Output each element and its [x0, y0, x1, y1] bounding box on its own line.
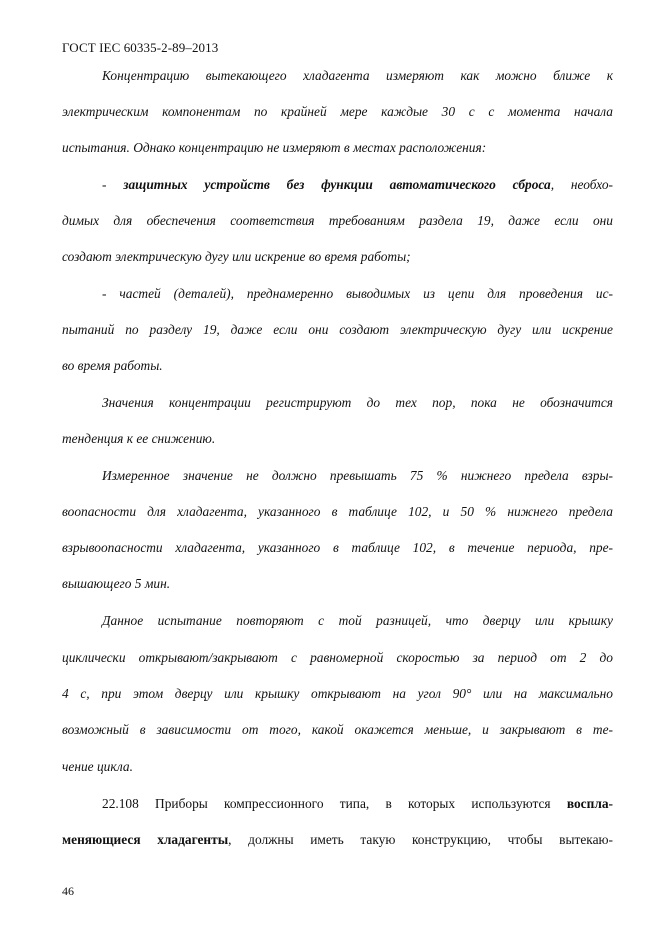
text-line: взрывоопасности хладагента, указанного в таблице 102, в течение периода, пре-: [62, 540, 613, 555]
text-line: димых для обеспечения соответствия требованиям раздела 19, даже если они: [62, 213, 613, 228]
text-line: циклически открывают/закрывают с равномерной скоростью за период от 2 до: [62, 650, 613, 665]
bold-term: защитных устройств без функции автоматического сброса: [123, 177, 551, 192]
bold-term: меняющиеся хладагенты: [62, 832, 229, 847]
text-line: создают электрическую дугу или искрение во время работы;: [62, 249, 411, 264]
text-line: электрическим компонентам по крайней мере каждые 30 с с момента начала: [62, 104, 613, 119]
text-line-mixed: [62, 832, 613, 848]
text-line-mixed: [102, 796, 613, 812]
text-line: Данное испытание повторяют с той разницей, что дверцу или крышку: [102, 613, 613, 628]
text-line: Концентрацию вытекающего хладагента измеряют как можно ближе к: [102, 68, 613, 83]
text-run: 22.108 Приборы компрессионного типа, в которых используются: [102, 796, 567, 811]
document-header: ГОСТ IEC 60335-2-89–2013: [62, 40, 219, 55]
text-line: во время работы.: [62, 358, 163, 373]
page-number: 46: [62, 884, 74, 898]
text-line: чение цикла.: [62, 759, 133, 774]
text-line: - частей (деталей), преднамеренно выводимых из цепи для проведения ис-: [102, 286, 613, 301]
text-run: , необхо-: [550, 177, 614, 192]
text-line: испытания. Однако концентрацию не измеряют в местах расположения:: [62, 140, 487, 155]
text-line: тенденция к ее снижению.: [62, 431, 216, 446]
bold-term: воспла-: [566, 796, 613, 811]
text-line: Значения концентрации регистрируют до тех пор, пока не обозначится: [102, 395, 613, 410]
text-line: вышающего 5 мин.: [62, 576, 171, 591]
text-line: пытаний по разделу 19, даже если они создают электрическую дугу или искрение: [62, 322, 613, 337]
text-run: -: [102, 177, 124, 192]
text-line-mixed: [102, 177, 613, 193]
text-run: , должны иметь такую конструкцию, чтобы вытекаю-: [228, 832, 613, 847]
text-line: возможный в зависимости от того, какой окажется меньше, и закрывают в те-: [62, 722, 613, 737]
text-line: Измеренное значение не должно превышать 75 % нижнего предела взры-: [102, 468, 613, 483]
text-line: воопасности для хладагента, указанного в таблице 102, и 50 % нижнего предела: [62, 504, 613, 519]
text-line: 4 с, при этом дверцу или крышку открывают на угол 90° или на максимально: [62, 686, 613, 701]
